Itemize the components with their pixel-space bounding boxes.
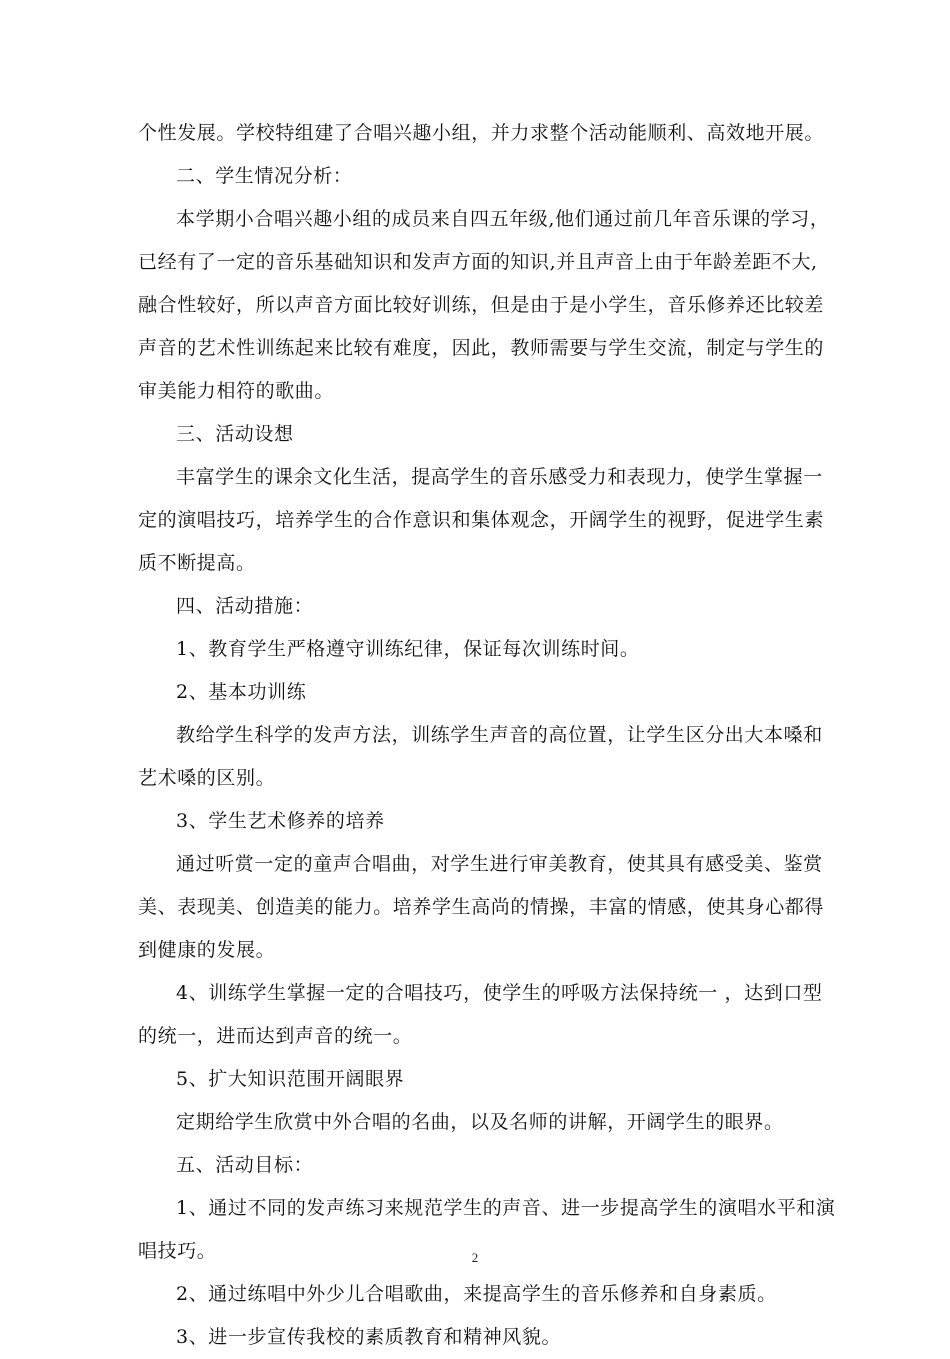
paragraph-line: 质不断提高。 bbox=[138, 552, 256, 574]
page-number: 2 bbox=[471, 1250, 479, 1265]
paragraph-line: 声音的艺术性训练起来比较有难度，因此，教师需要与学生交流，制定与学生的 bbox=[138, 337, 825, 359]
paragraph-line: 定期给学生欣赏中外合唱的名曲，以及名师的讲解，开阔学生的眼界。 bbox=[176, 1111, 784, 1133]
list-item: 1、通过不同的发声练习来规范学生的声音、进一步提高学生的演唱水平和演 bbox=[176, 1197, 836, 1219]
paragraph-line: 的统一，进而达到声音的统一。 bbox=[138, 1025, 413, 1047]
paragraph-line: 本学期小合唱兴趣小组的成员来自四五年级,他们通过前几年音乐课的学习， bbox=[176, 208, 830, 230]
paragraph-line: 丰富学生的课余文化生活，提高学生的音乐感受力和表现力，使学生掌握一 bbox=[176, 466, 823, 488]
section-heading-activity-measures: 四、活动措施： bbox=[176, 595, 314, 617]
list-item: 3、进一步宣传我校的素质教育和精神风貌。 bbox=[176, 1326, 562, 1348]
list-item: 2、通过练唱中外少儿合唱歌曲，来提高学生的音乐修养和自身素质。 bbox=[176, 1283, 777, 1305]
paragraph-line: 融合性较好，所以声音方面比较好训练，但是由于是小学生，音乐修养还比较差 bbox=[138, 294, 825, 316]
paragraph-line: 美、表现美、创造美的能力。培养学生高尚的情操，丰富的情感，使其身心都得 bbox=[138, 896, 825, 918]
list-item: 2、基本功训练 bbox=[176, 681, 307, 703]
paragraph-line: 教给学生科学的发声方法，训练学生声音的高位置，让学生区分出大本嗓和 bbox=[176, 724, 823, 746]
section-heading-activity-goals: 五、活动目标： bbox=[176, 1154, 314, 1176]
section-heading-activity-idea: 三、活动设想 bbox=[176, 423, 294, 445]
list-item: 4、训练学生掌握一定的合唱技巧，使学生的呼吸方法保持统一 ，达到口型 bbox=[176, 982, 823, 1004]
paragraph-line: 唱技巧。 bbox=[138, 1240, 217, 1262]
paragraph-line: 艺术嗓的区别。 bbox=[138, 767, 276, 789]
document-body bbox=[138, 112, 836, 1359]
list-item: 3、学生艺术修养的培养 bbox=[176, 810, 385, 832]
paragraph-line: 审美能力相符的歌曲。 bbox=[138, 380, 335, 402]
paragraph-line: 到健康的发展。 bbox=[138, 939, 276, 961]
paragraph-line: 定的演唱技巧，培养学生的合作意识和集体观念，开阔学生的视野，促进学生素 bbox=[138, 509, 825, 531]
paragraph-line: 通过听赏一定的童声合唱曲，对学生进行审美教育，使其具有感受美、鉴赏 bbox=[176, 853, 823, 875]
paragraph-line: 已经有了一定的音乐基础知识和发声方面的知识,并且声音上由于年龄差距不大, bbox=[138, 251, 818, 273]
section-heading-student-analysis: 二、学生情况分析： bbox=[176, 165, 353, 187]
paragraph-line: 个性发展。学校特组建了合唱兴趣小组，并力求整个活动能顺利、高效地开展。 bbox=[138, 122, 825, 144]
list-item: 1、教育学生严格遵守训练纪律，保证每次训练时间。 bbox=[176, 638, 640, 660]
list-item: 5、扩大知识范围开阔眼界 bbox=[176, 1068, 405, 1090]
